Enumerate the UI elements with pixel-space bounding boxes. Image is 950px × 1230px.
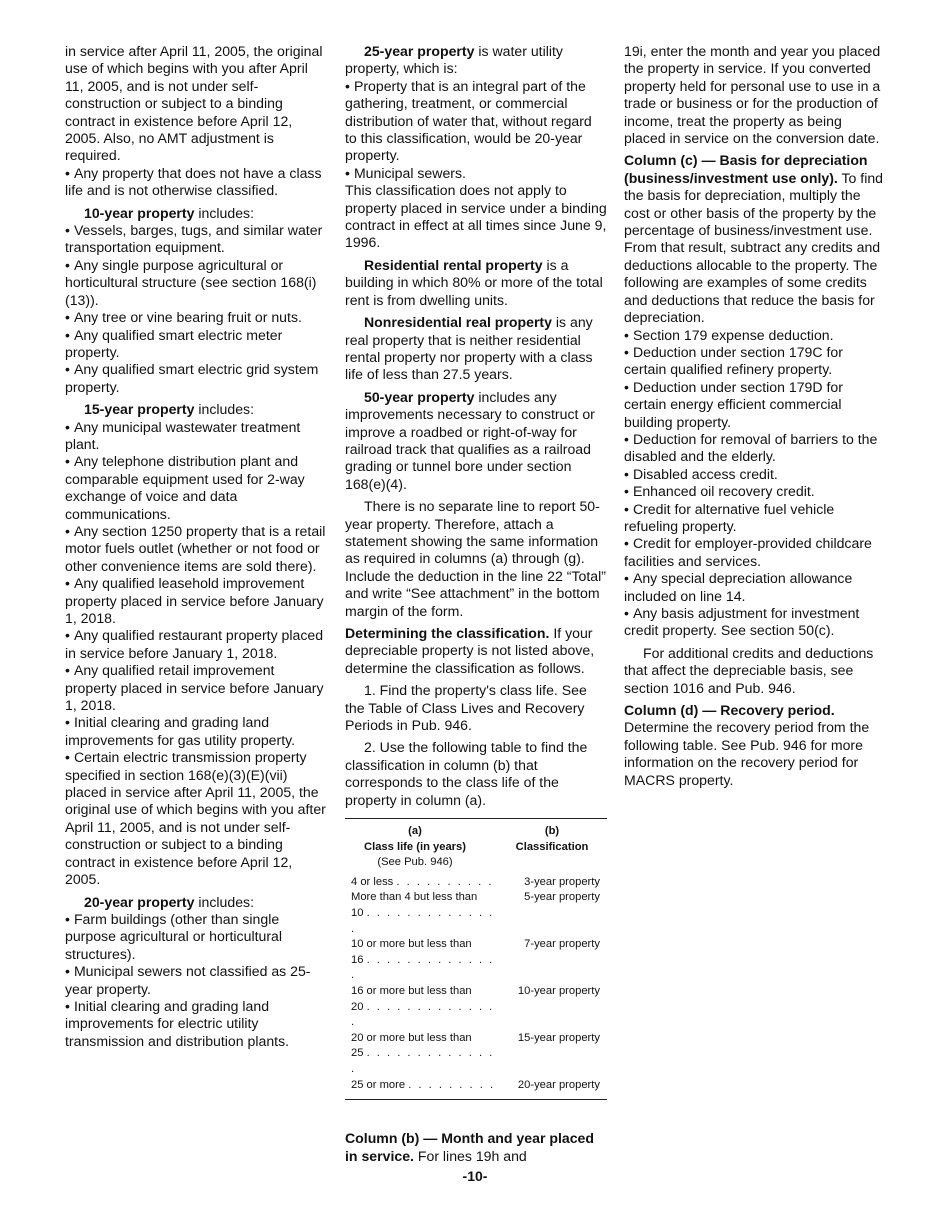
- bullet-item: • Any property that does not have a class life and is not otherwise classified.: [65, 165, 327, 200]
- bullet-item: • Certain electric transmission property specified in section 168(e)(3)(E)(vii) placed in service after April 11, 2005, the original use of which begins with you after April 11, 2005, and is not under self-construction or subject to a binding contract in existence before April 12, 2005.: [65, 749, 327, 888]
- bullet-item: • Vessels, barges, tugs, and similar water transportation equipment.: [65, 222, 327, 257]
- table-row: 4 or less . . . . . . . . . . 3-year property: [345, 875, 607, 891]
- paragraph: This classification does not apply to property placed in service under a binding contract in effect at all times since June 9, 1996.: [345, 182, 607, 251]
- cell-classification: 5-year property: [524, 891, 600, 904]
- section-column-c: [624, 152, 886, 326]
- cell-classification: 15-year property: [517, 1031, 600, 1044]
- bullet-item: • Any qualified smart electric meter property.: [65, 327, 327, 362]
- bullet-item: • Any section 1250 property that is a retail motor fuels outlet (whether or not food or other convenience items are sold there).: [65, 523, 327, 575]
- cell-classification: 10-year property: [517, 985, 600, 997]
- column-1: [65, 43, 327, 1050]
- bullet-item: • Any basis adjustment for investment credit property. See section 50(c).: [624, 605, 886, 640]
- heading-10-year: 10-year property: [84, 204, 195, 221]
- section-column-d: [624, 702, 886, 789]
- table-header-a: [345, 824, 485, 871]
- column-2: [345, 43, 607, 1165]
- column-d-text: Determine the recovery period from the following table. See Pub. 946 for more information on the recovery period for MACRS property.: [624, 719, 870, 788]
- bullet-item: • Any special depreciation allowance included on line 14.: [624, 570, 886, 605]
- table-row: 10 or more but less than 16 . . . . . . . . . . . . . . 7-year property: [345, 937, 607, 984]
- cell-class-life: More than 4 but less than: [351, 891, 478, 904]
- bullet-item: • Section 179 expense deduction.: [624, 327, 886, 344]
- residential-text: is a building in which 80% or more of the total rent is from dwelling units.: [345, 256, 603, 308]
- section-15-year: [65, 401, 327, 418]
- cell-classification: 3-year property: [524, 875, 600, 888]
- paragraph: in service after April 11, 2005, the original use of which begins with you after April 11, 2005, and is not under self-construction or subject to a binding contract in existence before April 12, 2005. Also, no AMT adjustment is required.: [65, 43, 323, 164]
- heading-residential: Residential rental property: [364, 256, 543, 273]
- heading-nonresidential: Nonresidential real property: [364, 314, 552, 331]
- bullet-item: • Any qualified retail improvement property placed in service before January 1, 2018.: [65, 662, 327, 714]
- header-b-title: Classification: [515, 840, 589, 853]
- heading-column-d: Column (d) — Recovery period.: [624, 702, 835, 719]
- bullet-item: • Any qualified leasehold improvement property placed in service before January 1, 2018.: [65, 575, 327, 627]
- cell-class-life-cont: 20: [351, 1000, 364, 1013]
- bullet-item: • Initial clearing and grading land improvements for gas utility property.: [65, 714, 327, 749]
- column-3: [624, 43, 886, 789]
- paragraph: There is no separate line to report 50-year property. Therefore, attach a statement showing the same information as required in columns (a) through (g). Include the deduction in the line 22 “Total” and write “See attachment” in the bottom margin of the form.: [345, 498, 606, 619]
- header-a-sub: (See Pub. 946): [377, 856, 453, 869]
- section-25-year: [345, 43, 607, 78]
- cell-class-life-cont: 16: [351, 953, 364, 966]
- determining-text: If your depreciable property is not listed above, determine the classification as follows.: [345, 625, 595, 676]
- heading-25-year-text: is water utility property, which is:: [345, 43, 563, 77]
- header-b-letter: (b): [544, 825, 560, 838]
- bullet-item: • Deduction for removal of barriers to the disabled and the elderly.: [624, 431, 886, 466]
- step-2: 2. Use the following table to find the classification in column (b) that corresponds to the class life of the property in column (a).: [345, 739, 588, 808]
- heading-25-year: 25-year property: [364, 43, 475, 59]
- table-row: 20 or more but less than 25 . . . . . . . . . . . . . . 15-year property: [345, 1031, 607, 1078]
- cell-class-life: 20 or more but less than: [351, 1031, 472, 1044]
- bullet-item: • Any single purpose agricultural or horticultural structure (see section 168(i)(13)).: [65, 257, 327, 309]
- paragraph: 19i, enter the month and year you placed the property in service. If you converted property held for personal use to use in a trade or business or for the production of income, treat the property as being placed in service on the conversion date.: [624, 43, 881, 147]
- paragraph: For additional credits and deductions that affect the depreciable basis, see section 1016 and Pub. 946.: [624, 644, 874, 696]
- cell-class-life-cont: 25: [351, 1047, 364, 1060]
- cell-class-life: 4 or less: [351, 875, 394, 888]
- heading-10-year-text: includes:: [194, 204, 254, 221]
- bullet-item: • Initial clearing and grading land improvements for electric utility transmission and distribution plants.: [65, 998, 327, 1050]
- heading-15-year: 15-year property: [84, 401, 195, 418]
- bullet-item: • Enhanced oil recovery credit.: [624, 483, 886, 500]
- cell-class-life-cont: 10: [351, 907, 364, 920]
- page-number: -10-: [462, 1168, 488, 1184]
- cell-class-life: 16 or more but less than: [351, 985, 472, 997]
- heading-determining: Determining the classification.: [345, 625, 550, 641]
- bullet-item: • Deduction under section 179D for certain energy efficient commercial building property.: [624, 379, 886, 431]
- bullet-item: • Any municipal wastewater treatment plant.: [65, 419, 327, 454]
- bullet-item: • Credit for alternative fuel vehicle refueling property.: [624, 501, 886, 536]
- bullet-item: • Deduction under section 179C for certain qualified refinery property.: [624, 344, 886, 379]
- bullet-item: • Disabled access credit.: [624, 466, 886, 483]
- heading-20-year-text: includes:: [194, 893, 254, 910]
- section-residential: [345, 257, 607, 309]
- classification-table: [345, 818, 607, 1100]
- cell-class-life: 10 or more but less than: [351, 938, 472, 951]
- section-20-year: [65, 894, 327, 911]
- header-a-title: Class life (in years): [364, 840, 466, 853]
- header-a-letter: (a): [408, 825, 422, 838]
- bullet-item: • Any tree or vine bearing fruit or nuts.: [65, 309, 327, 326]
- column-c-text: To find the basis for depreciation, multiply the cost or other basis of the property by the percentage of business/investment use. From that result, subtract any credits and deductions allocable to the property. The following are examples of some credits and deductions that reduce the basis for depreciation.: [624, 169, 883, 326]
- table-row: 25 or more . . . . . . . . . 20-year property: [345, 1078, 607, 1094]
- table-row: More than 4 but less than 10 . . . . . . . . . . . . . . 5-year property: [345, 890, 607, 937]
- heading-50-year: 50-year property: [364, 388, 475, 405]
- bullet-item: • Any qualified smart electric grid system property.: [65, 361, 327, 396]
- bullet-item: • Municipal sewers.: [345, 165, 607, 182]
- bullet-item: • Any telephone distribution plant and comparable equipment used for 2-way exchange of voice and data communications.: [65, 453, 327, 523]
- bullet-item: • Any qualified restaurant property placed in service before January 1, 2018.: [65, 627, 327, 662]
- section-50-year: [345, 389, 607, 493]
- bullet-item: • Farm buildings (other than single purpose agricultural or horticultural structures).: [65, 911, 327, 963]
- section-10-year: [65, 205, 327, 222]
- cell-class-life: 25 or more: [351, 1078, 406, 1091]
- cell-classification: 7-year property: [524, 938, 600, 951]
- section-column-b: [345, 1130, 607, 1165]
- bullet-item: • Credit for employer-provided childcare facilities and services.: [624, 535, 886, 570]
- heading-15-year-text: includes:: [194, 401, 254, 418]
- heading-20-year: 20-year property: [84, 893, 195, 910]
- section-determining: [345, 625, 607, 677]
- table-header-b: [497, 824, 607, 871]
- heading-column-c: Column (c) — Basis for depreciation (business/investment use only).: [624, 152, 868, 186]
- table-row: 16 or more but less than 20 . . . . . . . . . . . . . . 10-year property: [345, 984, 607, 1031]
- section-nonresidential: [345, 314, 607, 384]
- heading-column-b: Column (b) — Month and year placed in service.: [345, 1130, 595, 1164]
- heading-50-year-text: includes any improvements necessary to construct or improve a roadbed or right-of-way for railroad track that qualifies as a railroad grading or tunnel bore under section 168(e)(4).: [345, 388, 595, 492]
- bullet-item: • Municipal sewers not classified as 25-year property.: [65, 963, 327, 998]
- nonresidential-text: is any real property that is neither residential rental property nor property with a class life of less than 27.5 years.: [345, 314, 593, 383]
- bullet-item: • Property that is an integral part of the gathering, treatment, or commercial distribution of water that, without regard to this classification, would be 20-year property.: [345, 78, 607, 165]
- cell-classification: 20-year property: [517, 1078, 600, 1091]
- step-1: 1. Find the property's class life. See the Table of Class Lives and Recovery Periods in Pub. 946.: [345, 682, 587, 734]
- column-b-text: For lines 19h and: [413, 1147, 527, 1164]
- table-header: [345, 824, 607, 871]
